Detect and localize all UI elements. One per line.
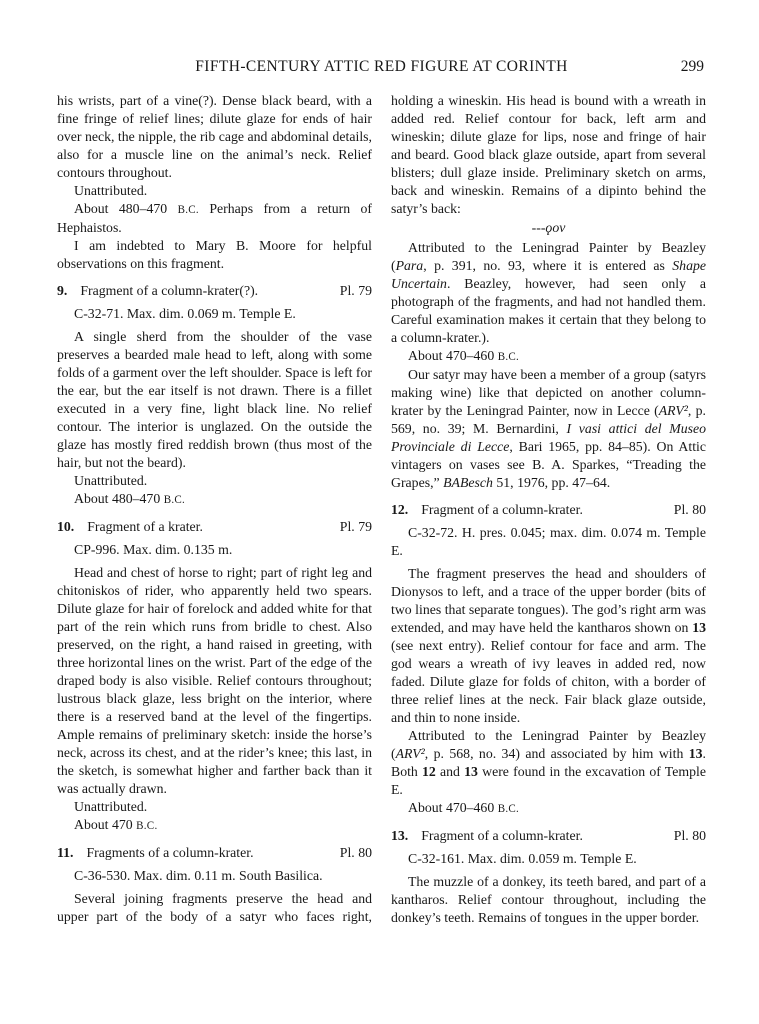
entry-13-heading: [391, 827, 706, 845]
attribution-line: Unattributed.: [74, 473, 148, 488]
entry-number: 11.: [57, 845, 74, 860]
plate-reference: Pl. 79: [339, 283, 372, 298]
entry-10-catalog-line: CP-996. Max. dim. 0.135 m.: [74, 542, 233, 557]
bold-entry-reference: 13: [464, 764, 478, 779]
attribution-line: Unattributed.: [74, 799, 148, 814]
entry-13-catalog-line: C-32-161. Max. dim. 0.059 m. Temple E.: [408, 851, 637, 866]
date-line: [57, 200, 372, 237]
entry-title: Fragment of a column-krater.: [421, 502, 583, 517]
text-segment: About 470–460: [408, 348, 498, 363]
entry-11-heading: [57, 844, 372, 862]
bold-entry-reference: 12: [422, 764, 436, 779]
right-column: [391, 92, 706, 927]
italic-citation: Shape Uncertain: [391, 258, 706, 291]
text-segment: , p. 569, no. 39; M. Bernardini,: [391, 403, 706, 436]
italic-citation: Para: [395, 258, 424, 273]
entry-10-description: Head and chest of horse to right; part of right leg and chitoniskos of rider, who apparently held two spears. Dilute glaze for hair of forelock and added white for that part of the rein which runs from bridle to chest. Also preserved, on the right, a hand raised in greeting, with three horizontal lines on the wrist. Part of the edge of the draped body is also visible. Relief contours throughout; lustrous black glaze, less bright on the interior, where there is a reserved band at the level of the fingertips. Ample remains of preliminary sketch: inside the horse’s neck, across its chest, and at the rider’s knee; this last, in the sketch, is somewhat higher and farther back than it was actually drawn.: [57, 565, 372, 796]
entry-9-description: A single sherd from the shoulder of the vase preserves a bearded male head to left, along with some folds of a garment over the left shoulder. Space is left for the ear, but the ear itself is not drawn. There is a fillet executed in a very fine, light black line. No relief contour. The interior is unglazed. On the outside the glaze has mostly fired reddish brown (thus most of the hair, but not the beard).: [57, 329, 372, 470]
text-segment: were found in the excavation of Temple E.: [391, 764, 706, 797]
paragraph-continuation: his wrists, part of a vine(?). Dense black beard, with a fine fringe of relief lines; dilute glaze for ends of hair over neck, the nipple, the rib cage and abdominal details, also for a muscle line on the animal’s neck. Relief contours throughout.: [57, 93, 372, 180]
entry-number: 12.: [391, 502, 409, 517]
entry-9-heading: [57, 282, 372, 300]
left-column: [57, 92, 372, 927]
entry-title: Fragments of a column-krater.: [86, 845, 254, 860]
commentary-paragraph: [391, 366, 706, 492]
date-line: [391, 347, 706, 366]
bc-abbreviation: B.C.: [497, 803, 520, 815]
entry-12-attribution: [391, 727, 706, 799]
entry-number: 10.: [57, 519, 75, 534]
text-segment: . Beazley, however, had seen only a photograph of the fragments, and had not handled them. Careful examination makes it certain that they belong to a column-krater.).: [391, 276, 706, 345]
bc-abbreviation: B.C.: [163, 494, 186, 506]
plate-reference: Pl. 80: [673, 828, 706, 843]
text-segment: and: [435, 764, 465, 779]
entry-title: Fragment of a column-krater(?).: [80, 283, 259, 298]
paragraph-continuation: holding a wineskin. His head is bound with a wreath in added red. Relief contour for back, left arm and wineskin; dilute glaze for lips, nose and fringe of hair and beard. Good black glaze outside, apart from several blisters; dull glaze inside. Preliminary sketch on arms, back and wineskin. Remains of a dipinto behind the satyr’s back:: [391, 93, 706, 216]
italic-citation: ARV²: [658, 403, 688, 418]
italic-citation: BABesch: [443, 475, 493, 490]
bold-entry-reference: 13: [692, 620, 706, 635]
entry-9-catalog-line: C-32-71. Max. dim. 0.069 m. Temple E.: [74, 306, 296, 321]
date-line: [391, 799, 706, 818]
dipinto-greek-text: ---ϙον: [531, 220, 566, 235]
attribution-line: Unattributed.: [74, 183, 148, 198]
plate-reference: Pl. 79: [339, 519, 372, 534]
entry-13-description: The muzzle of a donkey, its teeth bared, and part of a kantharos. Relief contour throughout, including the donkey’s teeth. Remains of tongues in the upper border.: [391, 874, 706, 925]
bc-abbreviation: B.C.: [497, 351, 520, 363]
text-segment: Attributed to the Leningrad Painter by Beazley (: [391, 240, 706, 273]
plate-reference: Pl. 80: [673, 502, 706, 517]
date-line: [57, 816, 372, 835]
bold-entry-reference: 13: [688, 746, 703, 761]
text-segment: , p. 391, no. 93, where it is entered as: [423, 258, 673, 273]
entry-11-description: Several joining fragments preserve the head and upper part of the body of a satyr who faces right,: [57, 891, 372, 924]
bc-abbreviation: B.C.: [177, 204, 199, 216]
text-segment: About 470: [74, 817, 137, 832]
text-segment: (see next entry). Relief contour for face and arm. The god wears a wreath of ivy leaves in added red, now faded. Dilute glaze for folds of chiton, with a border of three relief lines at the neck. Fair black glaze outside, and thin to none inside.: [391, 638, 706, 725]
text-segment: . Both: [391, 746, 706, 779]
date-line: [57, 490, 372, 509]
running-head: [57, 57, 706, 76]
text-segment: About 470–460: [408, 800, 498, 815]
text-segment: Our satyr may have been a member of a group (satyrs making wine) like that depicted on another column-krater by the Leningrad Painter, now in Lecce (: [391, 367, 706, 418]
text-segment: The fragment preserves the head and shoulders of Dionysos to left, and a trace of the upper border (bits of two lines that separate tongues). The god’s right arm was extended, and may have held the kantharos shown on: [391, 566, 706, 635]
page-number: 299: [680, 58, 704, 75]
text-columns: [57, 92, 706, 927]
entry-title: Fragment of a krater.: [87, 519, 203, 534]
entry-12-catalog-line: C-32-72. H. pres. 0.045; max. dim. 0.074 m. Temple E.: [391, 525, 706, 558]
text-segment: , p. 568, no. 34) and associated by him with: [424, 746, 689, 761]
attribution-paragraph: [391, 239, 706, 347]
text-segment: About 480–470: [74, 491, 164, 506]
text-segment: , Bari 1965, pp. 84–85). On Attic vintagers on vases see B. A. Sparkes, “Treading the Grapes,”: [391, 439, 706, 490]
entry-title: Fragment of a column-krater.: [421, 828, 583, 843]
text-segment: Perhaps from a return of Hephaistos.: [57, 201, 372, 235]
entry-10-heading: [57, 518, 372, 536]
plate-reference: Pl. 80: [339, 845, 372, 860]
italic-citation: I vasi attici del Museo Provinciale di Lecce: [391, 421, 707, 454]
entry-12-description: [391, 565, 706, 727]
text-segment: Attributed to the Leningrad Painter by Beazley (: [391, 728, 706, 761]
italic-citation: ARV²: [395, 746, 425, 761]
bc-abbreviation: B.C.: [136, 820, 158, 832]
text-segment: 51, 1976, pp. 47–64.: [492, 475, 611, 490]
entry-12-heading: [391, 501, 706, 519]
entry-11-catalog-line: C-36-530. Max. dim. 0.11 m. South Basilica.: [74, 868, 323, 883]
page-title: FIFTH-CENTURY ATTIC RED FIGURE AT CORINTH: [195, 58, 568, 75]
entry-number: 13.: [391, 828, 409, 843]
acknowledgement-paragraph: I am indebted to Mary B. Moore for helpful observations on this fragment.: [57, 238, 372, 271]
text-segment: About 480–470: [74, 201, 178, 216]
entry-number: 9.: [57, 283, 68, 298]
